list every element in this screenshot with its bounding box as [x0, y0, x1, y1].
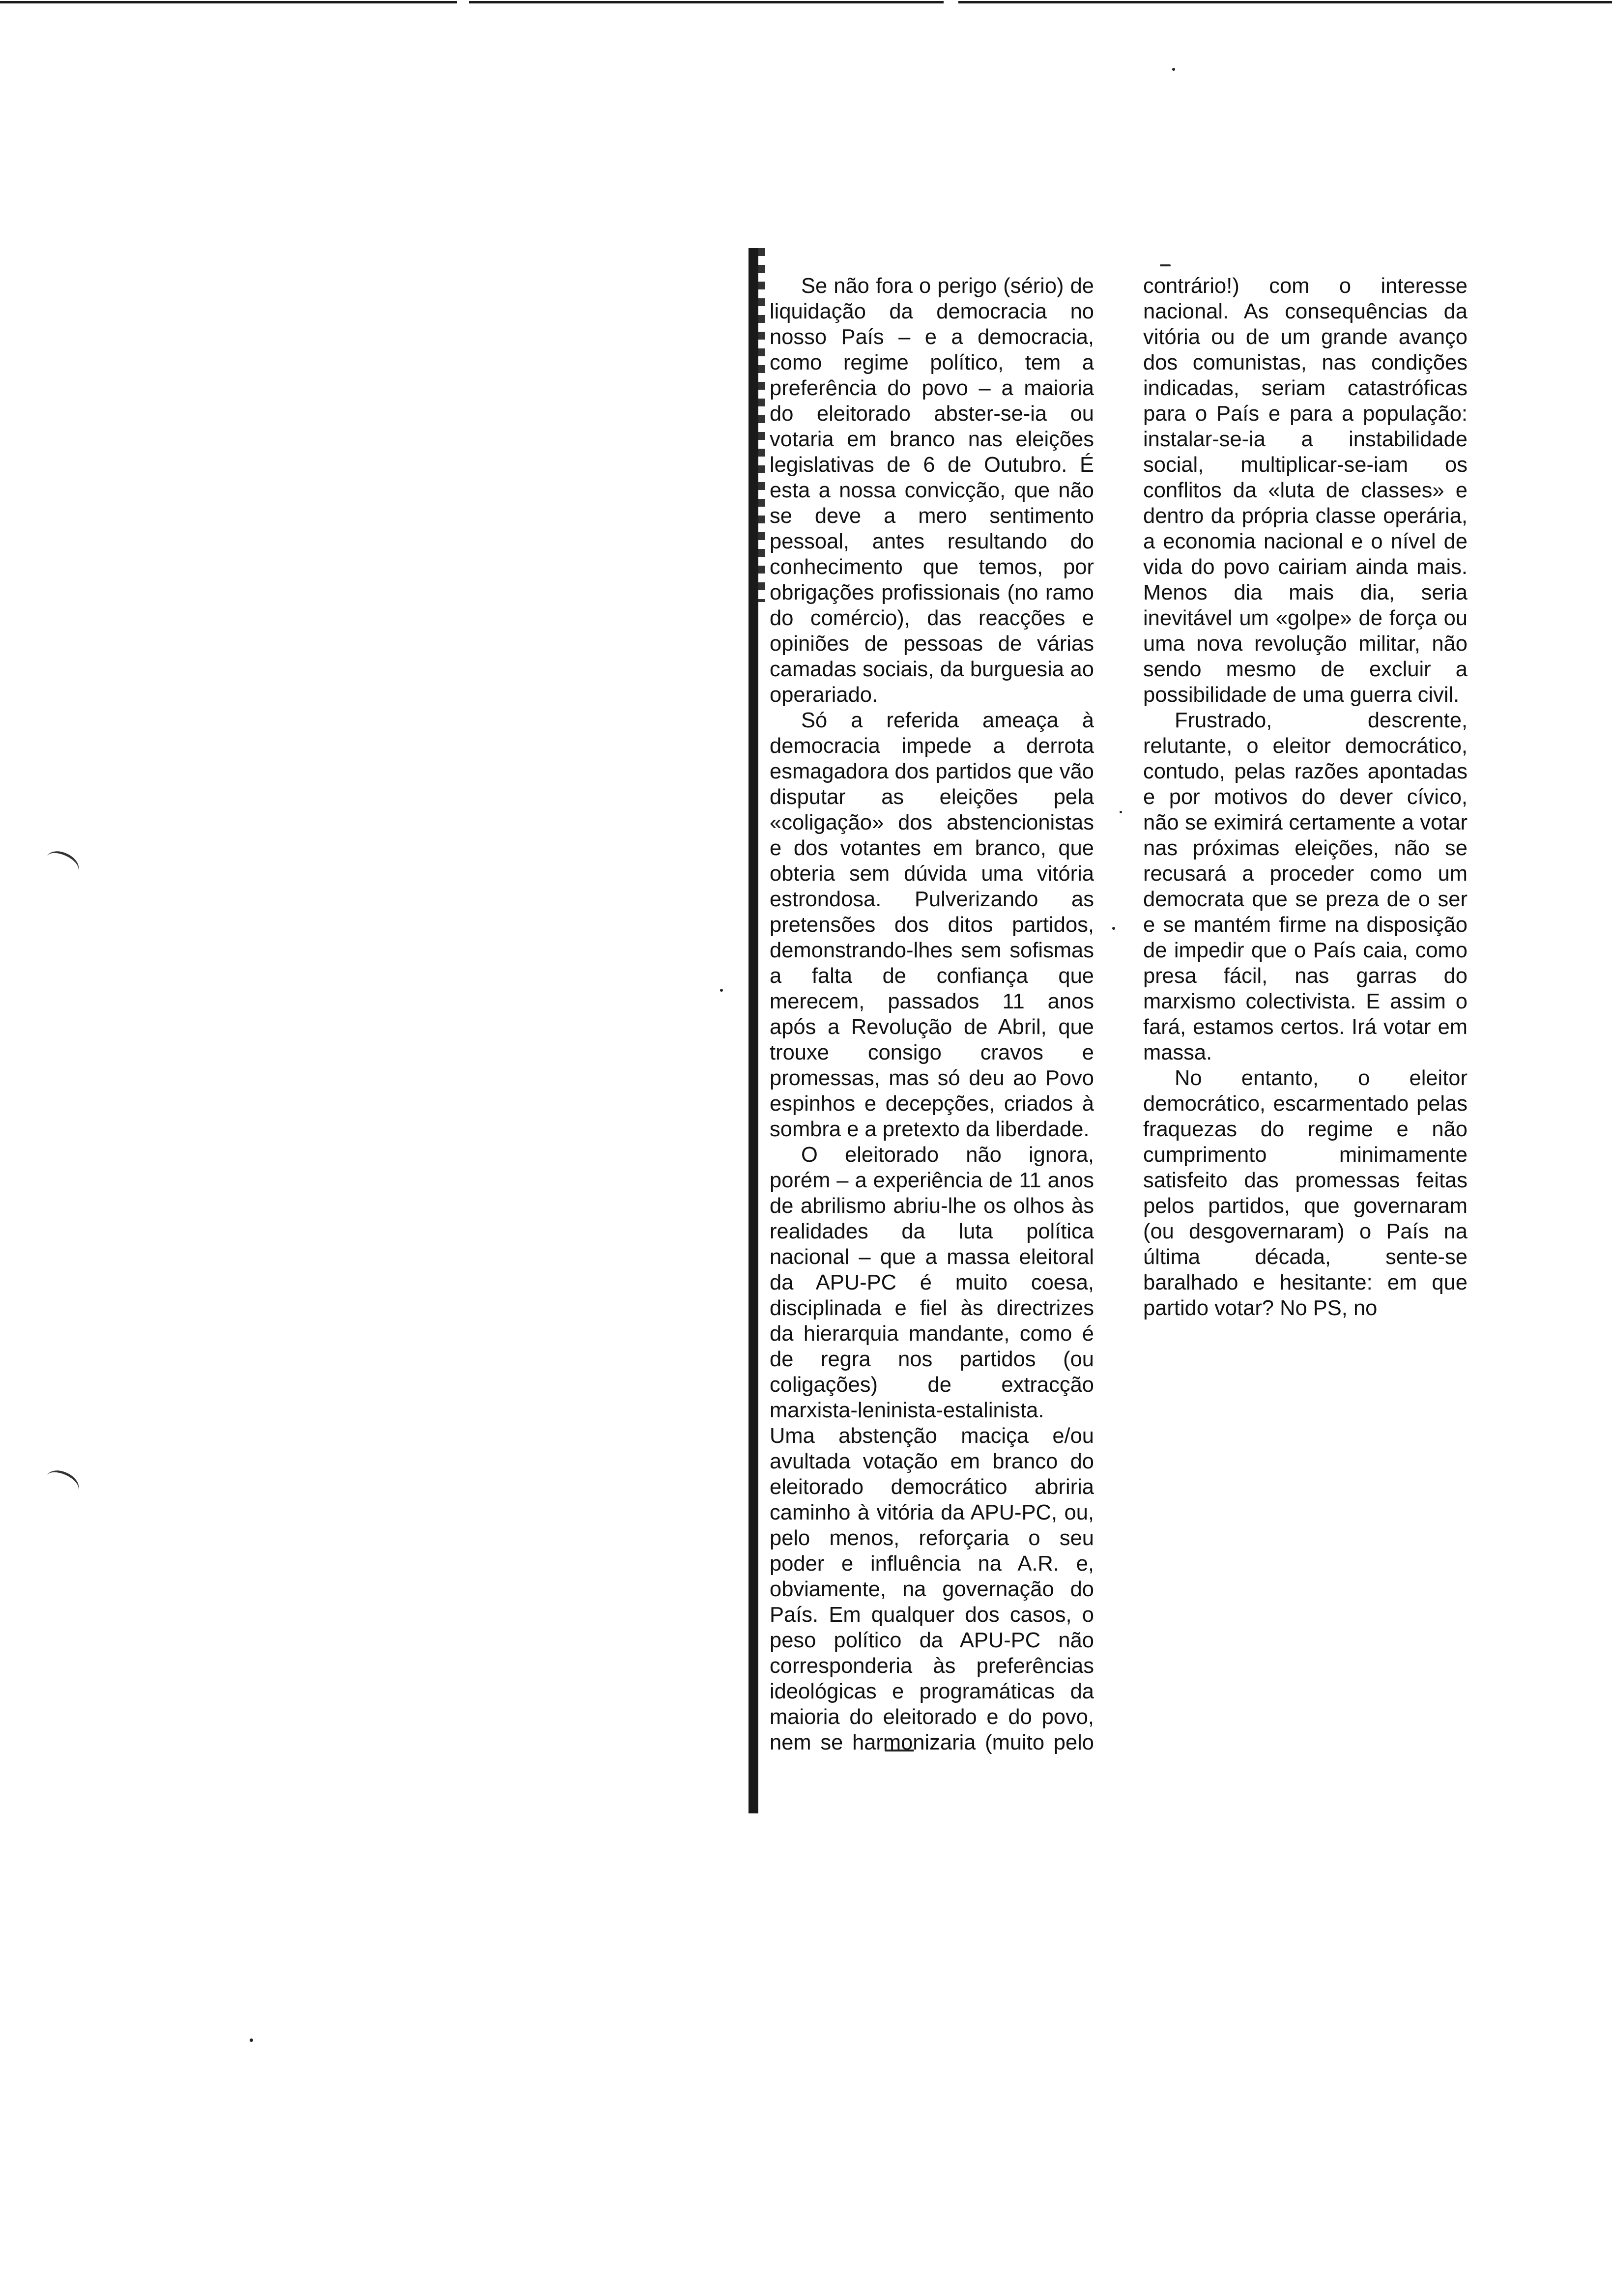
column-margin-bar [748, 248, 758, 1813]
scan-top-rule-gap [457, 1, 469, 3]
scan-top-rule-gap [944, 1, 958, 3]
scan-hole-mark [42, 1465, 83, 1500]
scan-speck [1172, 68, 1175, 71]
article-paragraph: Só a referida ameaça à democracia impede a derrota esmagadora dos partidos que vão disputar as eleições pela «coligação» dos abstencionistas e dos votantes em branco, que obteria sem dúvida uma vitória estrondosa. Pulverizando as pretensões dos ditos partidos, demonstrando-lhes sem sofismas a falta de confiança que merecem, passados 11 anos após a Revolução de Abril, que trouxe consigo cravos e promessas, mas só deu ao Povo espinhos e decepções, criados à sombra e a pretexto da liberdade. [770, 709, 1094, 1141]
article-paragraph: Se não fora o perigo (sério) de liquidação da democracia no nosso País – e a democracia, como regime político, tem a preferência do povo – a maioria do eleitorado abster-se-ia ou votaria em branco nas eleições legislativas de 6 de Outubro. É esta a nossa convicção, que não se deve a mero sentimento pessoal, antes resultando do conhecimento que temos, por obrigações profissionais (no ramo do comércio), das reacções e opiniões de pessoas de várias camadas sociais, da burguesia ao operariado. [770, 274, 1094, 707]
article-paragraph: Frustrado, descrente, relutante, o eleitor democrático, contudo, pelas razões apontadas e por motivos do dever cívico, não se eximirá certamente a votar nas próximas eleições, não se recusará a proceder como um democrata que se preza de o ser e se mantém firme na disposição de impedir que o País caia, como presa fácil, nas garras do marxismo colectivista. E assim o fará, estamos certos. Irá votar em massa. [1143, 709, 1468, 1064]
scan-top-rule [0, 1, 1612, 3]
article-body [770, 273, 1468, 1777]
scan-hole-mark [42, 846, 83, 881]
scan-speck [1160, 264, 1171, 266]
scan-speck [720, 989, 723, 992]
column-margin-bar-edge [758, 248, 765, 602]
article-paragraph: Uma abstenção maciça e/ou avultada votação em branco do eleitorado democrático abriria caminho à vitória da APU-PC, ou, pelo menos, reforçaria o seu poder e influência na A.R. e, obviamente, na governação do País. Em qualquer dos casos, o peso político da APU-PC não corresponderia às preferências ideológicas e programáticas da maioria do eleitorado e do povo, nem se harmonizaria (muito pelo contrário!) com o interesse nacional. As consequências da vitória ou de um grande avanço dos comunistas, nas condições indicadas, seriam catastróficas para o País e para a população: instalar-se-ia a instabilidade social, multiplicar-se-iam os conflitos da «luta de classes» e dentro da própria classe operária, a economia nacional e o nível de vida do povo cairiam ainda mais. Menos dia mais dia, seria inevitável um «golpe» de força ou uma nova revolução militar, não sendo mesmo de excluir a possibilidade de uma guerra civil. [770, 274, 1468, 1754]
article-paragraph: No entanto, o eleitor democrático, escarmentado pelas fraquezas do regime e não cumprimento minimamente satisfeito das promessas feitas pelos partidos, que governaram (ou desgovernaram) o País na última década, sente-se baralhado e hesitante: em que partido votar? No PS, no [1143, 1066, 1468, 1320]
article-paragraph: O eleitorado não ignora, porém – a experiência de 11 anos de abrilismo abriu-lhe os olhos às realidades da luta política nacional – que a massa eleitoral da APU-PC é muito coesa, disciplinada e fiel às directrizes da hierarquia mandante, como é de regra nos partidos (ou coligações) de extracção marxista-leninista-estalinista. [770, 1143, 1094, 1422]
scan-speck [250, 2038, 253, 2042]
